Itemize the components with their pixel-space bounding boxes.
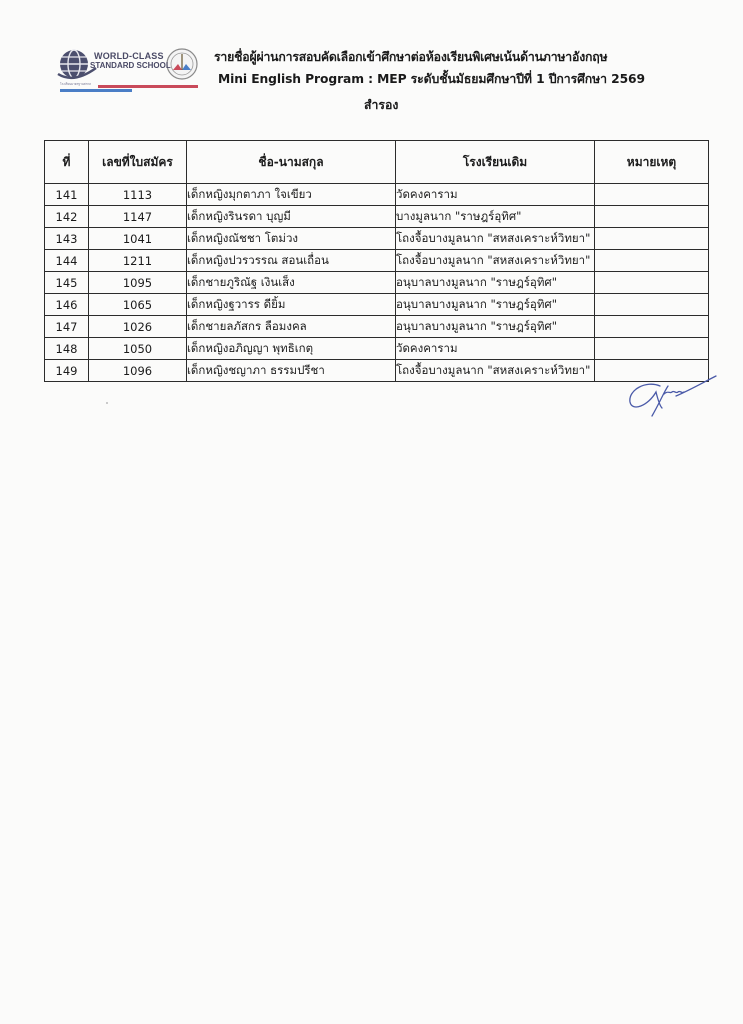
cell-name: เด็กหญิงฐวารร ดียิ้ม	[187, 294, 396, 316]
cell-note	[595, 316, 709, 338]
cell-school: อนุบาลบางมูลนาก "ราษฎร์อุทิศ"	[396, 294, 595, 316]
cell-name: เด็กหญิงอภิญญา พุทธิเกตุ	[187, 338, 396, 360]
title-line-1: รายชื่อผู้ผ่านการสอบคัดเลือกเข้าศึกษาต่อห้องเรียนพิเศษเน้นด้านภาษาอังกฤษ	[214, 50, 608, 64]
cell-app-no: 1065	[89, 294, 187, 316]
cell-note	[595, 272, 709, 294]
table-row	[45, 184, 709, 206]
cell-no: 149	[45, 360, 89, 382]
cell-name: เด็กชายภูริณัฐ เงินเส็ง	[187, 272, 396, 294]
col-header-school: โรงเรียนเดิม	[396, 141, 595, 184]
cell-note	[595, 338, 709, 360]
logo-small-text: โรงเรียนมาตรฐานสากล	[60, 82, 91, 86]
cell-no: 141	[45, 184, 89, 206]
logo-line-2: STANDARD SCHOOL	[90, 61, 171, 70]
cell-app-no: 1026	[89, 316, 187, 338]
table-row	[45, 272, 709, 294]
cell-no: 147	[45, 316, 89, 338]
col-header-no: ที่	[45, 141, 89, 184]
cell-name: เด็กหญิงรินรดา บุญมี	[187, 206, 396, 228]
logo-red-strip	[98, 85, 198, 88]
cell-app-no: 1095	[89, 272, 187, 294]
cell-no: 144	[45, 250, 89, 272]
col-header-note: หมายเหตุ	[595, 141, 709, 184]
cell-school: โถงจื้อบางมูลนาก "สหสงเคราะห์วิทยา"	[396, 228, 595, 250]
cell-note	[595, 228, 709, 250]
table-row	[45, 228, 709, 250]
col-header-name: ชื่อ-นามสกุล	[187, 141, 396, 184]
table-header-row	[45, 141, 709, 184]
logo-line-1: WORLD-CLASS	[94, 51, 164, 61]
cell-note	[595, 294, 709, 316]
table-row	[45, 250, 709, 272]
cell-name: เด็กหญิงชญาภา ธรรมปรีชา	[187, 360, 396, 382]
table-row	[45, 338, 709, 360]
cell-app-no: 1113	[89, 184, 187, 206]
cell-note	[595, 184, 709, 206]
logo-blue-strip	[60, 89, 132, 92]
cell-app-no: 1211	[89, 250, 187, 272]
cell-name: เด็กหญิงณัชชา โตม่วง	[187, 228, 396, 250]
cell-no: 146	[45, 294, 89, 316]
table-row	[45, 294, 709, 316]
scan-speck	[106, 402, 108, 404]
school-logo	[56, 44, 202, 100]
cell-school: โถงจื้อบางมูลนาก "สหสงเคราะห์วิทยา"	[396, 250, 595, 272]
candidate-table	[44, 140, 709, 382]
cell-app-no: 1147	[89, 206, 187, 228]
cell-name: เด็กชายลภัสกร ลือมงคล	[187, 316, 396, 338]
table-row	[45, 206, 709, 228]
cell-app-no: 1041	[89, 228, 187, 250]
cell-school: อนุบาลบางมูลนาก "ราษฎร์อุทิศ"	[396, 272, 595, 294]
cell-school: อนุบาลบางมูลนาก "ราษฎร์อุทิศ"	[396, 316, 595, 338]
cell-name: เด็กหญิงมุกตาภา ใจเขียว	[187, 184, 396, 206]
title-line-2: Mini English Program : MEP ระดับชั้นมัธยมศึกษาปีที่ 1 ปีการศึกษา 2569	[218, 72, 645, 86]
cell-school: วัดคงคาราม	[396, 184, 595, 206]
cell-no: 145	[45, 272, 89, 294]
signature	[620, 372, 720, 424]
cell-name: เด็กหญิงปวรวรรณ สอนเถื่อน	[187, 250, 396, 272]
cell-note	[595, 250, 709, 272]
cell-app-no: 1050	[89, 338, 187, 360]
cell-note	[595, 206, 709, 228]
table-row	[45, 360, 709, 382]
table-row	[45, 316, 709, 338]
cell-school: บางมูลนาก "ราษฎร์อุทิศ"	[396, 206, 595, 228]
cell-no: 148	[45, 338, 89, 360]
cell-school: โถงจื้อบางมูลนาก "สหสงเคราะห์วิทยา"	[396, 360, 595, 382]
cell-app-no: 1096	[89, 360, 187, 382]
col-header-app-no: เลขที่ใบสมัคร	[89, 141, 187, 184]
cell-no: 143	[45, 228, 89, 250]
title-line-3: สำรอง	[364, 98, 399, 112]
cell-school: วัดคงคาราม	[396, 338, 595, 360]
cell-no: 142	[45, 206, 89, 228]
